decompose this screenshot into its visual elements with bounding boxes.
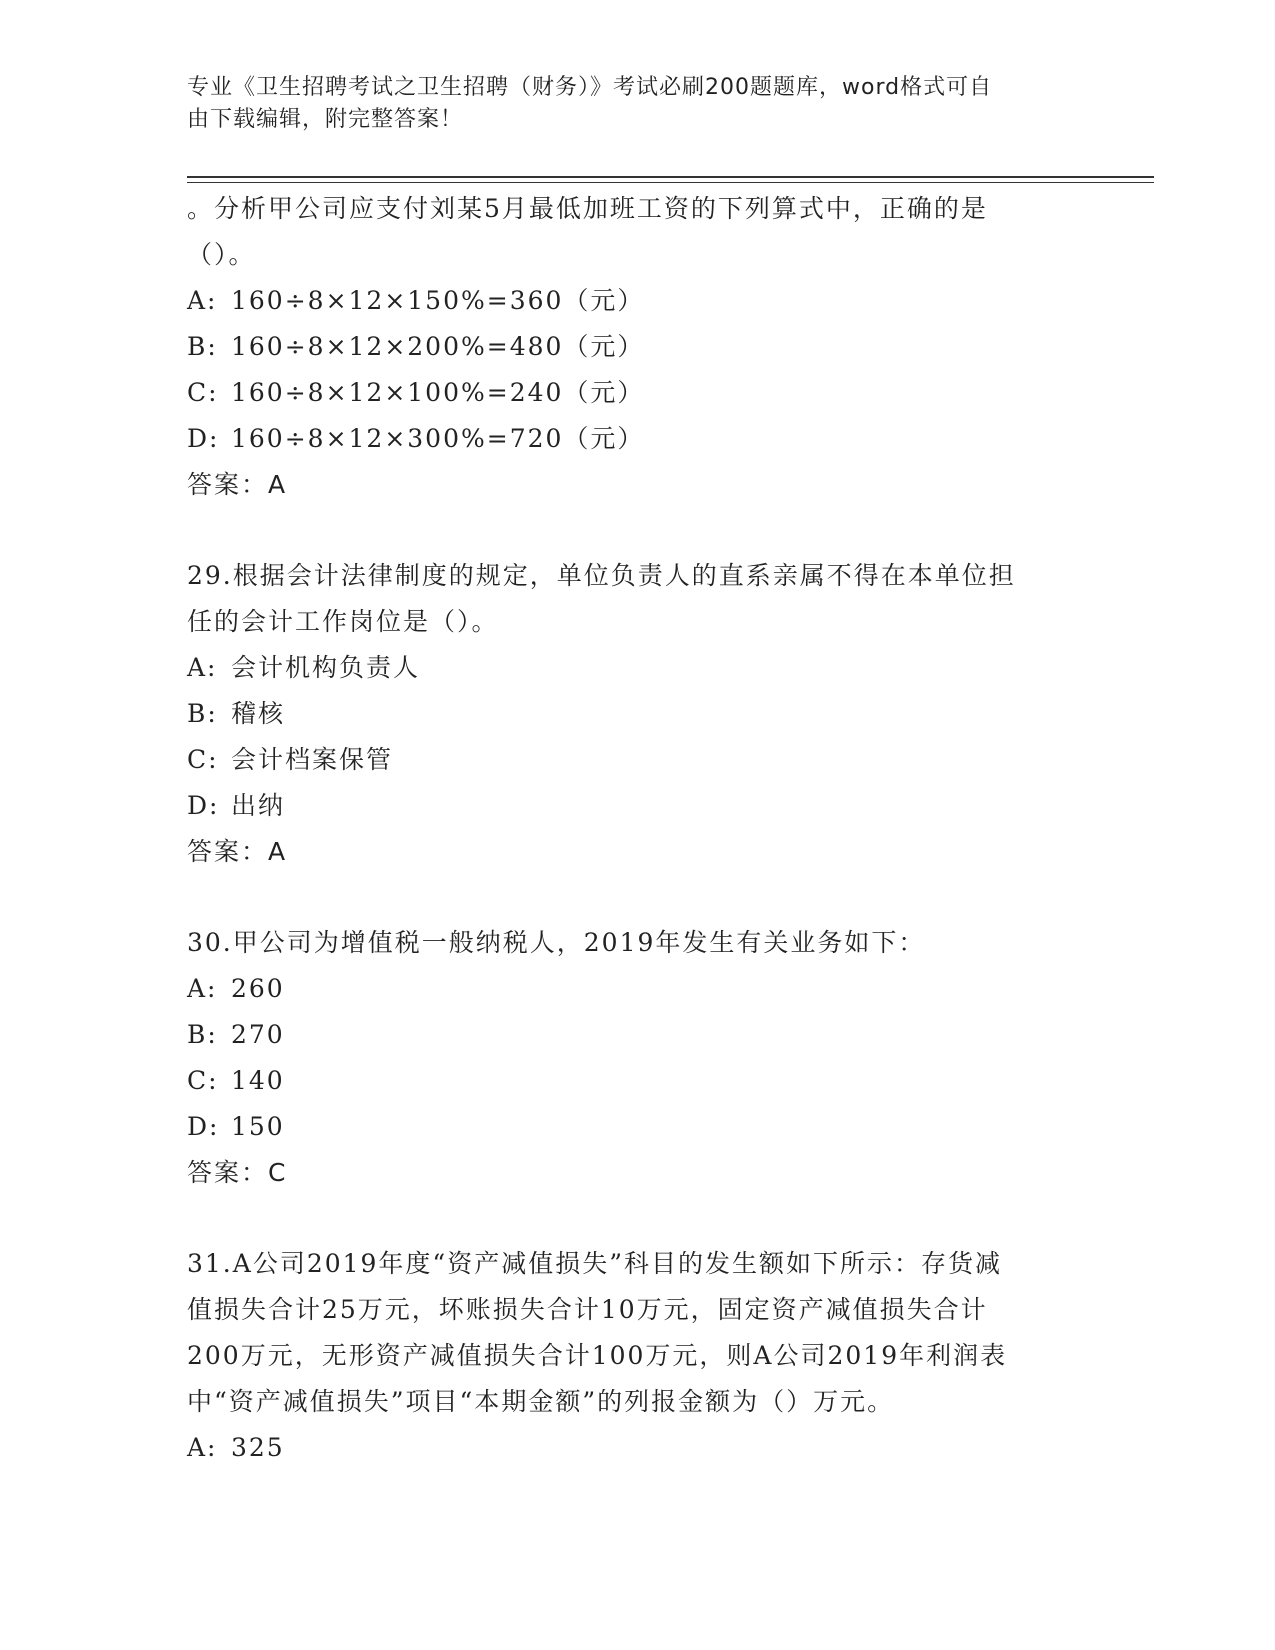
option-letter: C: — [187, 745, 219, 774]
option-letter: D: — [187, 424, 220, 453]
option-b — [187, 1012, 1087, 1058]
option-text: 325 — [231, 1433, 285, 1462]
option-text: 160÷8×12×100%=240（元） — [231, 378, 645, 407]
option-text: 160÷8×12×200%=480（元） — [231, 332, 645, 361]
option-letter: B: — [187, 699, 218, 728]
option-d — [187, 783, 1087, 829]
option-letter: C: — [187, 378, 219, 407]
option-c — [187, 370, 1087, 416]
question-block — [187, 186, 1087, 508]
header-divider-thin — [187, 182, 1154, 183]
option-letter: D: — [187, 1112, 220, 1141]
question-stem-line: （）。 — [187, 240, 256, 269]
option-a — [187, 1425, 1087, 1471]
header-divider-thick — [187, 176, 1154, 178]
option-text: 160÷8×12×300%=720（元） — [231, 424, 645, 453]
question-list — [187, 186, 1087, 1471]
option-letter: D: — [187, 791, 220, 820]
option-text: 160÷8×12×150%=360（元） — [231, 286, 645, 315]
question-stem-line: 任的会计工作岗位是（）。 — [187, 607, 499, 636]
option-d — [187, 1104, 1087, 1150]
header-title-line-2: 由下载编辑，附完整答案！ — [187, 107, 464, 132]
question-spacer — [187, 1196, 1087, 1241]
option-letter: B: — [187, 1020, 218, 1049]
option-c — [187, 737, 1087, 783]
question-spacer — [187, 508, 1087, 553]
option-text: 260 — [231, 974, 285, 1003]
option-text: 270 — [231, 1020, 285, 1049]
option-a — [187, 645, 1087, 691]
option-text: 会计机构负责人 — [231, 653, 421, 682]
option-text: 出纳 — [231, 791, 286, 820]
question-block — [187, 553, 1087, 875]
option-letter: A: — [187, 653, 218, 682]
question-stem-line: 。分析甲公司应支付刘某5月最低加班工资的下列算式中，正确的是 — [187, 194, 988, 223]
option-text: 150 — [231, 1112, 285, 1141]
option-text: 140 — [231, 1066, 285, 1095]
answer-line: 答案：A — [187, 470, 288, 499]
option-b — [187, 691, 1087, 737]
question-stem-line: 值损失合计25万元，坏账损失合计10万元，固定资产减值损失合计 — [187, 1295, 988, 1324]
option-d — [187, 416, 1087, 462]
question-block — [187, 920, 1087, 1196]
option-letter: B: — [187, 332, 218, 361]
option-text: 会计档案保管 — [231, 745, 394, 774]
question-stem-line: 中“资产减值损失”项目“本期金额”的列报金额为（）万元。 — [187, 1387, 895, 1416]
question-stem-line: 29.根据会计法律制度的规定，单位负责人的直系亲属不得在本单位担 — [187, 561, 1016, 590]
option-letter: C: — [187, 1066, 219, 1095]
question-stem-line: 200万元，无形资产减值损失合计100万元，则A公司2019年利润表 — [187, 1341, 1008, 1370]
option-b — [187, 324, 1087, 370]
option-c — [187, 1058, 1087, 1104]
question-stem-line: 30.甲公司为增值税一般纳税人，2019年发生有关业务如下： — [187, 928, 926, 957]
option-text: 稽核 — [231, 699, 286, 728]
document-header — [187, 72, 1067, 136]
question-stem-line: 31.A公司2019年度“资产减值损失”科目的发生额如下所示：存货减 — [187, 1249, 1002, 1278]
answer-line: 答案：C — [187, 1158, 288, 1187]
option-a — [187, 966, 1087, 1012]
answer-line: 答案：A — [187, 837, 288, 866]
option-a — [187, 278, 1087, 324]
option-letter: A: — [187, 974, 218, 1003]
question-spacer — [187, 875, 1087, 920]
option-letter: A: — [187, 1433, 218, 1462]
option-letter: A: — [187, 286, 218, 315]
header-title-line-1: 专业《卫生招聘考试之卫生招聘（财务）》考试必刷200题题库，word格式可自 — [187, 75, 993, 100]
question-block — [187, 1241, 1087, 1471]
